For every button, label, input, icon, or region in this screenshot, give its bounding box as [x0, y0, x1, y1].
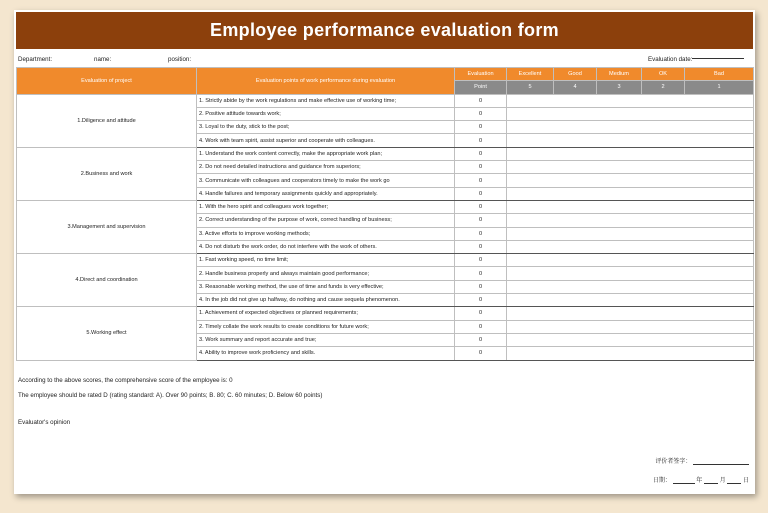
col-header-points: Evaluation points of work performance during evaluation [197, 68, 455, 95]
item-text: 1. With the hero spirit and colleagues work together; [197, 200, 455, 213]
col-header-medium: Medium [597, 68, 642, 81]
item-text: 2. Do not need detailed instructions and guidance from superiors; [197, 161, 455, 174]
department-label: Department: [18, 56, 53, 63]
score-cell[interactable]: 0 [455, 161, 507, 174]
day-label: 日 [742, 478, 749, 484]
rating-cell[interactable] [507, 147, 754, 160]
rating-cell[interactable] [507, 254, 754, 267]
col-header-bad: Bad [685, 68, 754, 81]
score-cell[interactable]: 0 [455, 254, 507, 267]
evaluation-sheet [14, 10, 755, 494]
signature-label: 评价者签字： [655, 459, 692, 465]
item-text: 2. Correct understanding of the purpose of work, correct handling of business; [197, 214, 455, 227]
table-row [17, 254, 754, 267]
item-text: 4. Handle failures and temporary assignments quickly and appropriately. [197, 187, 455, 200]
item-text: 3. Work summary and report accurate and true; [197, 333, 455, 346]
col-header-ok: OK [642, 68, 685, 81]
level-score-excellent: 5 [507, 81, 554, 94]
info-row [18, 54, 751, 66]
score-cell[interactable]: 0 [455, 333, 507, 346]
position-label: position: [168, 56, 192, 63]
item-text: 4. Ability to improve work proficiency and skills. [197, 347, 455, 360]
year-field[interactable] [673, 483, 695, 484]
item-text: 1. Understand the work content correctly, make the appropriate work plan; [197, 147, 455, 160]
rating-cell[interactable] [507, 94, 754, 107]
rating-cell[interactable] [507, 227, 754, 240]
rating-cell[interactable] [507, 121, 754, 134]
evaluator-signature-line [655, 456, 749, 465]
rating-cell[interactable] [507, 307, 754, 320]
form-title: Employee performance evaluation form [16, 12, 753, 49]
rating-cell[interactable] [507, 240, 754, 253]
evaluation-date-line [653, 475, 749, 484]
item-text: 4. Do not disturb the work order, do not interfere with the work of others. [197, 240, 455, 253]
day-field[interactable] [727, 483, 741, 484]
item-text: 1. Strictly abide by the work regulations and make effective use of working time; [197, 94, 455, 107]
score-cell[interactable]: 0 [455, 147, 507, 160]
score-cell[interactable]: 0 [455, 347, 507, 360]
table-row [17, 147, 754, 160]
rating-cell[interactable] [507, 214, 754, 227]
item-text: 2. Timely collate the work results to create conditions for future work; [197, 320, 455, 333]
rating-cell[interactable] [507, 174, 754, 187]
level-score-ok: 2 [642, 81, 685, 94]
project-cell: 5.Working effect [17, 307, 197, 360]
level-score-bad: 1 [685, 81, 754, 94]
project-cell: 4.Direct and coordination [17, 254, 197, 307]
score-cell[interactable]: 0 [455, 174, 507, 187]
score-cell[interactable]: 0 [455, 107, 507, 120]
score-cell[interactable]: 0 [455, 227, 507, 240]
project-cell: 2.Business and work [17, 147, 197, 200]
rating-cell[interactable] [507, 187, 754, 200]
score-cell[interactable]: 0 [455, 320, 507, 333]
table-row [17, 94, 754, 107]
year-label: 年 [696, 478, 703, 484]
rating-cell[interactable] [507, 161, 754, 174]
item-text: 3. Reasonable working method, the use of time and funds is very effective; [197, 280, 455, 293]
rating-cell[interactable] [507, 134, 754, 147]
rating-cell[interactable] [507, 107, 754, 120]
item-text: 2. Positive attitude towards work; [197, 107, 455, 120]
table-row [17, 307, 754, 320]
rating-cell[interactable] [507, 200, 754, 213]
rating-text: The employee should be rated D (rating standard: A). Over 90 points; B. 80; C. 60 minutes; D. Below 60 points) [18, 392, 323, 399]
project-cell: 3.Management and supervision [17, 200, 197, 253]
item-text: 4. In the job did not give up halfway, do nothing and cause sequela phenomenon. [197, 294, 455, 307]
rating-cell[interactable] [507, 320, 754, 333]
score-cell[interactable]: 0 [455, 307, 507, 320]
date-label: 日期： [652, 478, 671, 484]
col-header-good: Good [554, 68, 597, 81]
name-label: name: [94, 56, 112, 63]
evaluation-date-field[interactable] [692, 58, 744, 59]
item-text: 1. Achievement of expected objectives or planned requirements; [197, 307, 455, 320]
rating-cell[interactable] [507, 294, 754, 307]
item-text: 3. Communicate with colleagues and cooperators timely to make the work go [197, 174, 455, 187]
rating-cell[interactable] [507, 280, 754, 293]
col-header-project: Evaluation of project [17, 68, 197, 95]
evaluation-date-label: Evaluation date: [648, 56, 692, 63]
score-cell[interactable]: 0 [455, 121, 507, 134]
item-text: 2. Handle business properly and always maintain good performance; [197, 267, 455, 280]
item-text: 3. Loyal to the duty, stick to the post; [197, 121, 455, 134]
month-label: 月 [719, 478, 726, 484]
score-cell[interactable]: 0 [455, 187, 507, 200]
rating-cell[interactable] [507, 347, 754, 360]
score-cell[interactable]: 0 [455, 280, 507, 293]
score-cell[interactable]: 0 [455, 94, 507, 107]
item-text: 1. Fast working speed, no time limit; [197, 254, 455, 267]
rating-cell[interactable] [507, 333, 754, 346]
evaluation-table [16, 67, 754, 361]
score-cell[interactable]: 0 [455, 267, 507, 280]
score-cell[interactable]: 0 [455, 214, 507, 227]
comprehensive-score-text: According to the above scores, the comprehensive score of the employee is: 0 [18, 377, 233, 384]
score-cell[interactable]: 0 [455, 240, 507, 253]
score-cell[interactable]: 0 [455, 134, 507, 147]
score-cell[interactable]: 0 [455, 294, 507, 307]
level-score-good: 4 [554, 81, 597, 94]
item-text: 3. Active efforts to improve working methods; [197, 227, 455, 240]
rating-cell[interactable] [507, 267, 754, 280]
score-cell[interactable]: 0 [455, 200, 507, 213]
level-score-medium: 3 [597, 81, 642, 94]
col-header-evaluation: Evaluation [455, 68, 507, 81]
col-header-excellent: Excellent [507, 68, 554, 81]
item-text: 4. Work with team spirit, assist superior and cooperate with colleagues. [197, 134, 455, 147]
col-header-point: Point [455, 81, 507, 94]
month-field[interactable] [704, 483, 718, 484]
signature-field[interactable] [693, 464, 749, 465]
project-cell: 1.Diligence and attitude [17, 94, 197, 147]
evaluator-opinion-label: Evaluator's opinion [18, 419, 71, 426]
table-row [17, 200, 754, 213]
